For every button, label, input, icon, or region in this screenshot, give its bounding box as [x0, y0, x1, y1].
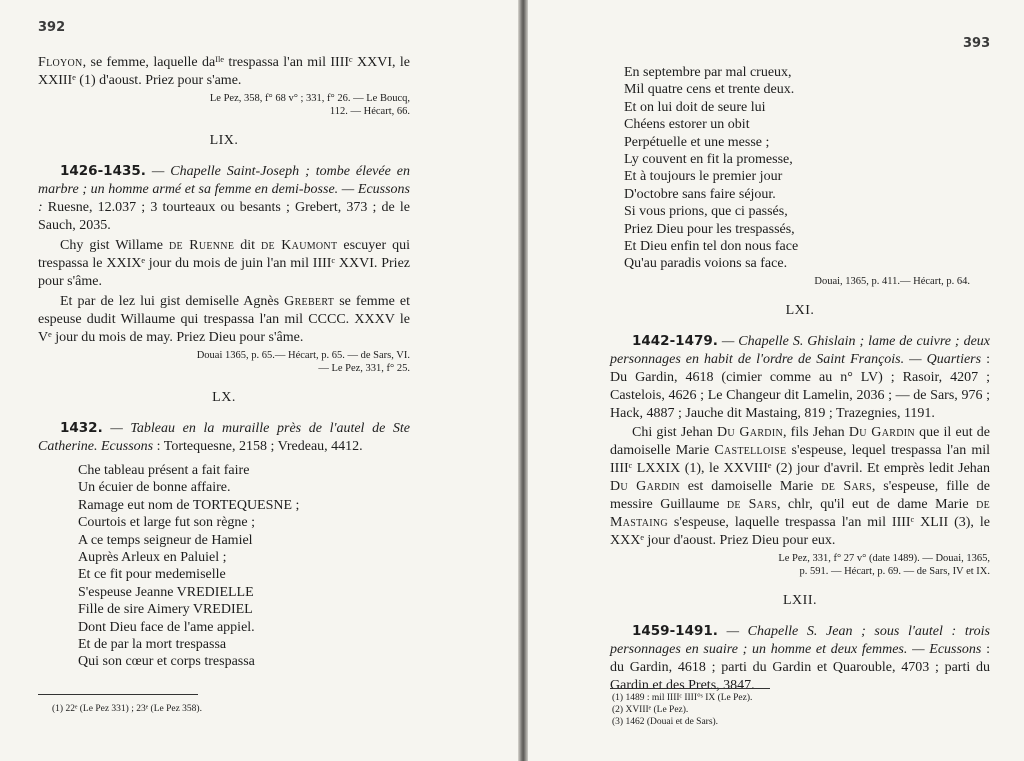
lx-date: 1432.: [60, 420, 103, 436]
intro-name: Floyon: [38, 55, 83, 70]
lix-p2-b: se femme et espeuse dudit Willaume qui trespassa l'an mil CCCC. XXXV le Vᵉ jour du mois de may. Priez Dieu pour s'âme.: [38, 294, 410, 345]
lxi-p-a: Chi gist Jehan: [632, 424, 717, 440]
lxii-date: 1459-1491.: [632, 622, 718, 639]
lxi-date: 1442-1479.: [632, 332, 718, 349]
lxi-p-sc6: de Sars: [726, 496, 778, 512]
continued-poem: [624, 64, 990, 273]
poem-line: Et on lui doit de seure lui: [624, 99, 766, 115]
poem-line: Priez Dieu pour les trespassés,: [624, 221, 795, 237]
lix-p1-sc1: de Ruenne: [168, 238, 235, 253]
lxi-p-f: , s'espeuse, fille de messire Guillaume: [610, 478, 990, 512]
lxi-reference: [610, 552, 990, 578]
lxi-p-sc2: Du Gardin: [848, 424, 915, 440]
poem-line: Ly couvent en fit la promesse,: [624, 152, 793, 168]
lxi-paragraph: [610, 424, 990, 550]
lix-reference: [38, 349, 410, 375]
footnote: (1) 22ᵉ (Le Pez 331) ; 23ᵉ (Le Pez 358).: [52, 704, 202, 714]
poem-line: Dont Dieu face de l'ame appiel.: [78, 619, 255, 635]
lxii-desc-plain: : du Gardin, 4618 ; parti du Gardin et Quarouble, 4703 ; parti du Gardin et des Prets, 3847.: [610, 641, 991, 693]
lix-paragraph-2: [38, 293, 410, 347]
section-heading-lx: LX.: [212, 390, 236, 405]
footnotes-right: [612, 692, 752, 728]
lxi-desc-italic: — Chapelle S. Ghislain ; lame de cuivre ; deux personnages en habit de l'ordre de Saint François. — Quartiers: [610, 333, 990, 367]
lxi-p-c: que il eut de damoiselle Marie: [610, 424, 991, 458]
poem-line: Et de par la mort trespassa: [78, 637, 227, 653]
lxi-p-sc5: de Sars: [821, 478, 872, 494]
poem-line: Ramage eut nom de TORTEQUESNE ;: [78, 497, 300, 513]
lxi-desc-plain: : Du Gardin, 4618 (cimier comme au n° LV) ; Rasoir, 4207 ; Castelois, 4626 ; Le Changeur dit Lamelin, 2036 ; — de Sars, 976 ; Hack, 4887 ; Jauche dit Mastaing, 819 ; Trazegnies, 1191.: [610, 351, 990, 421]
lx-desc-italic: — Tableau en la muraille près de l'autel de Ste Catherine. Ecussons: [38, 421, 410, 454]
lx-poem: [78, 462, 410, 671]
intro-reference: [38, 92, 410, 118]
lxi-p-h: s'espeuse, laquelle trespassa l'an mil IIIIᶜ XLII (3), le XXXᵉ jour d'aoust. Priez Dieu pour eux.: [610, 514, 990, 548]
poem-line: Et Dieu enfin tel don nous face: [624, 239, 799, 255]
intro-ref-line-1: Le Pez, 358, f° 68 v° ; 331, f° 26. — Le Boucq,: [209, 93, 410, 104]
poem-line: Perpétuelle et une messe ;: [624, 134, 770, 150]
lxii-desc-italic: — Chapelle S. Jean ; sous l'autel : trois personnages en suaire ; un homme et deux femmes. — Ecussons: [610, 623, 991, 657]
poem-line: Che tableau présent a fait faire: [78, 463, 250, 478]
footnotes-left: [52, 703, 202, 715]
lxi-p-e: est damoiselle Marie: [679, 478, 822, 494]
section-heading-lxi: LXI.: [785, 302, 815, 318]
lix-p1-b: dit: [234, 238, 262, 253]
intro-ref-line-2: 112. — Hécart, 66.: [329, 106, 410, 117]
intro-text: , se femme, laquelle daᴵˡᵉ trespassa l'an mil IIIIᶜ XXVI, le XXIIIᵉ (1) d'aoust. Priez pour s'ame.: [38, 55, 410, 88]
lx-description: [38, 419, 410, 456]
poem-line: S'espeuse Jeanne VREDIELLE: [78, 584, 254, 600]
footnote: (2) XVIIIᵉ (Le Pez).: [612, 705, 689, 715]
lxi-ref-line-1: Le Pez, 331, f° 27 v° (date 1489). — Douai, 1365,: [778, 552, 990, 564]
poem-line: En septembre par mal crueux,: [624, 65, 792, 80]
poem-line: Un écuier de bonne affaire.: [78, 480, 231, 496]
poem-line: A ce temps seigneur de Hamiel: [78, 532, 253, 548]
poem-line: Si vous prions, que ci passés,: [624, 204, 788, 220]
lxi-p-g: , chlr, qu'il eut de dame Marie: [777, 496, 977, 512]
lxi-p-sc4: Du Gardin: [610, 478, 680, 494]
lix-desc-plain: Ruesne, 12.037 ; 3 tourteaux ou besants ; Grebert, 373 ; de le Sauch, 2035.: [38, 200, 410, 233]
right-page: [528, 0, 1024, 761]
intro-paragraph: [38, 54, 410, 90]
lix-p1-sc2: de Kaumont: [261, 238, 338, 253]
poem-line: Qui son cœur et corps trespassa: [78, 654, 255, 670]
footnote: (1) 1489 : mil IIIIᶜ IIII°ˢ IX (Le Pez).: [612, 693, 753, 703]
lxi-description: [610, 332, 990, 423]
footnote-rule-left: [38, 694, 198, 695]
poem-line: Qu'au paradis voions sa face.: [624, 256, 788, 272]
lxi-p-sc1: Du Gardin: [716, 424, 783, 440]
poem-reference: Douai, 1365, p. 411.— Hécart, p. 64.: [814, 275, 970, 287]
lxi-p-d: s'espeuse, lequel trespassa l'an mil IIIIᶜ LXXIX (1), le XXVIIIᵉ (2) jour d'avril. Et emprès ledit Jehan: [610, 442, 990, 476]
lxi-ref-line-2: p. 591. — Hécart, p. 69. — de Sars, IV et IX.: [799, 565, 990, 577]
lxii-description: [610, 622, 990, 695]
poem-line: D'octobre sans faire séjour.: [624, 186, 776, 202]
lix-p2-sc: Grebert: [284, 294, 335, 309]
lix-desc-italic: — Chapelle Saint-Joseph ; tombe élevée en marbre ; un homme armé et sa femme en demi-bosse. — Ecussons :: [38, 164, 411, 215]
left-page-content: [38, 54, 410, 671]
lix-ref-line-2: — Le Pez, 331, f° 25.: [318, 363, 410, 374]
lix-date: 1426-1435.: [60, 163, 146, 179]
poem-line: Courtois et large fut son règne ;: [78, 515, 256, 531]
lxi-p-sc7: de Mastaing: [610, 496, 990, 530]
poem-line: Mil quatre cens et trente deux.: [624, 82, 795, 98]
book-gutter: [518, 0, 528, 761]
section-heading-lix: LIX.: [209, 133, 239, 148]
lix-paragraph-1: [38, 237, 410, 291]
page-number-right: 393: [963, 36, 991, 51]
poem-line: Chéens estorer un obit: [624, 117, 750, 133]
lix-p1-c: escuyer qui trespassa le XXIXᵉ jour du mois de juin l'an mil IIIIᶜ XXVI. Priez pour s'âme.: [38, 238, 411, 289]
lix-p1-a: Chy gist Willame: [60, 238, 169, 253]
footnote-rule-right: [610, 688, 770, 689]
poem-line: Fille de sire Aimery VREDIEL: [78, 602, 253, 618]
lix-ref-line-1: Douai 1365, p. 65.— Hécart, p. 65. — de Sars, VI.: [196, 350, 410, 361]
poem-line: Et ce fit pour medemiselle: [78, 567, 226, 583]
poem-line: Et à toujours le premier jour: [624, 169, 783, 185]
lx-desc-plain: : Tortequesne, 2158 ; Vredeau, 4412.: [153, 439, 363, 454]
right-page-content: [610, 64, 990, 695]
footnote: (3) 1462 (Douai et de Sars).: [612, 717, 719, 727]
lix-p2-a: Et par de lez lui gist demiselle Agnès: [60, 294, 285, 309]
lxi-p-b: , fils Jehan: [782, 424, 849, 440]
poem-line: Auprès Arleux en Paluiel ;: [78, 550, 227, 566]
page-number-left: 392: [38, 20, 66, 35]
lxi-p-sc3: Castelloise: [714, 442, 787, 458]
section-heading-lxii: LXII.: [783, 592, 817, 608]
lix-description: [38, 162, 410, 235]
